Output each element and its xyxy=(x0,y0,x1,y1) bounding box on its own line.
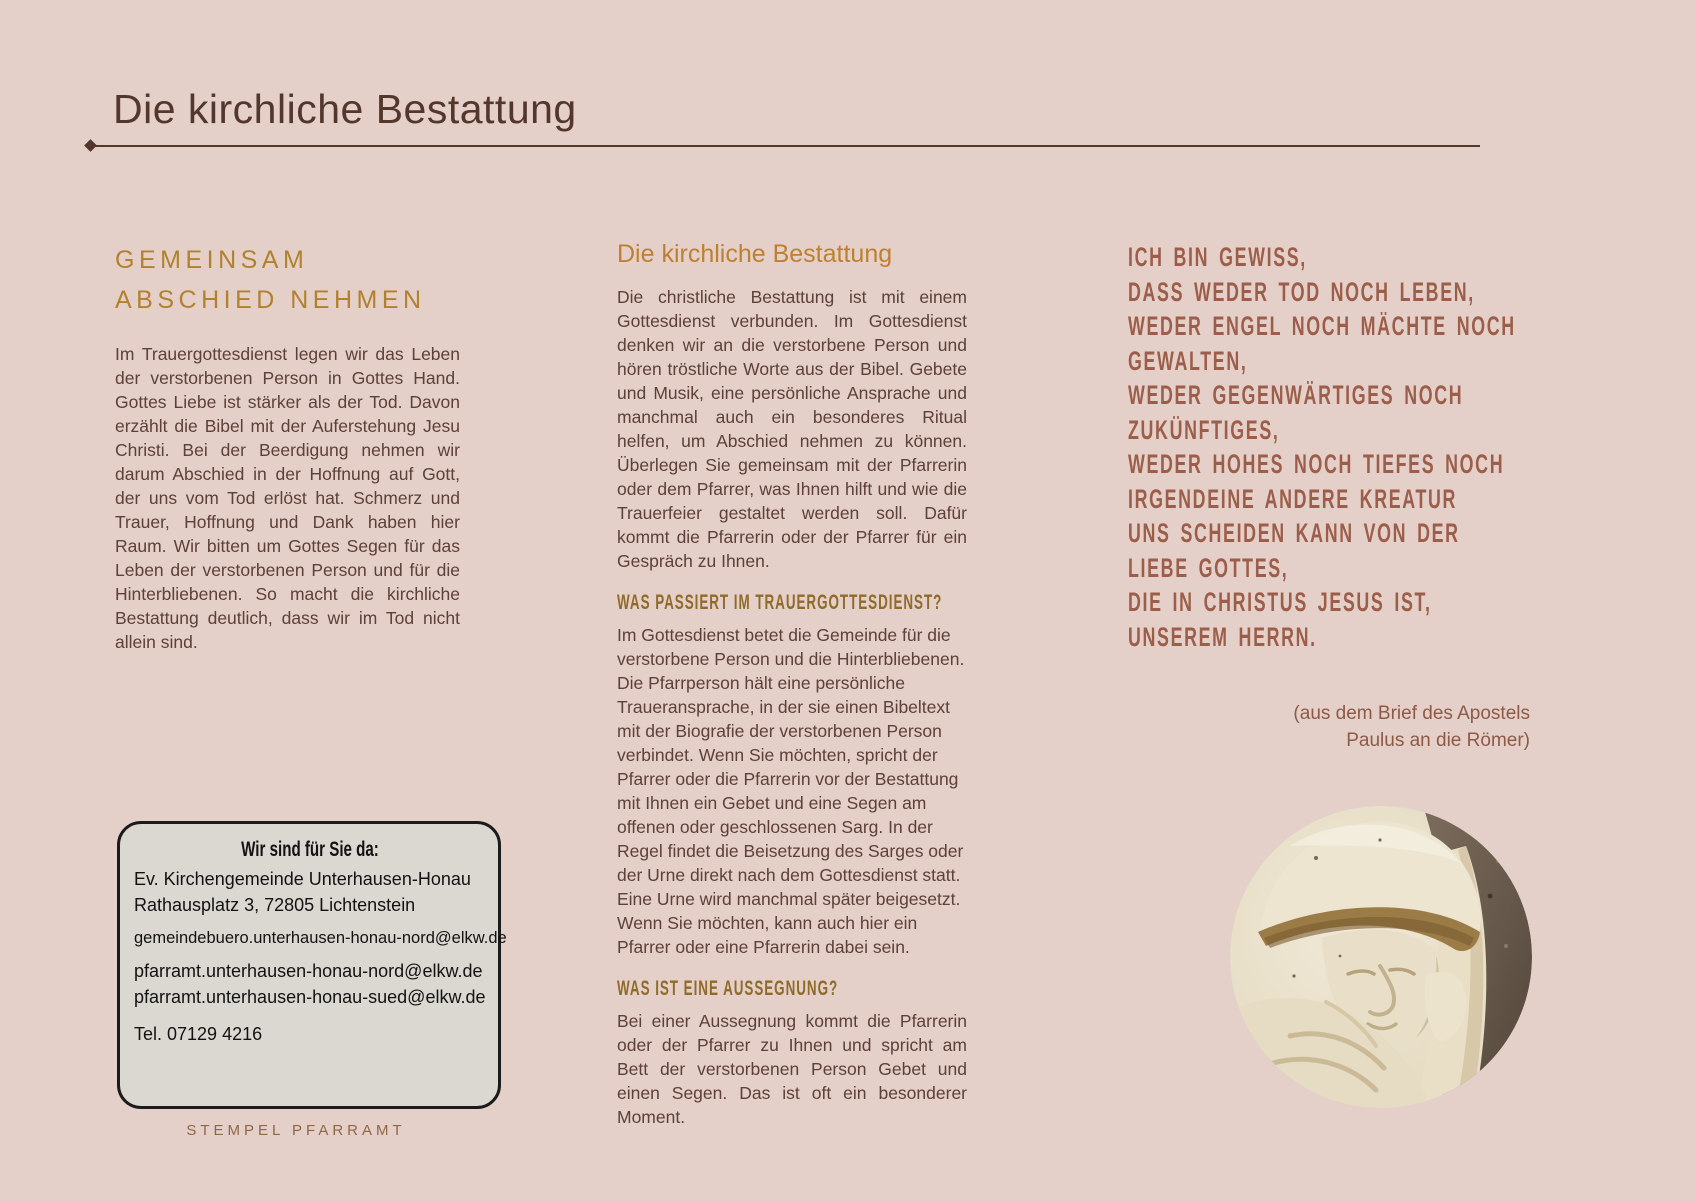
left-column xyxy=(115,240,460,654)
quote-line: DIE IN CHRISTUS JESUS IST, xyxy=(1128,587,1432,617)
quote-line: DASS WEDER TOD NOCH LEBEN, xyxy=(1128,276,1475,307)
middle-heading: Die kirchliche Bestattung xyxy=(617,240,893,268)
stamp-label: STEMPEL PFARRAMT xyxy=(186,1122,406,1139)
quote-line: UNS SCHEIDEN KANN VON DER xyxy=(1128,518,1460,548)
contact-line-email-office: gemeindebuero.unterhausen-honau-nord@elkw.de xyxy=(134,929,507,947)
rule-end-diamond-icon xyxy=(84,139,97,152)
left-heading-line1: GEMEINSAM xyxy=(115,246,309,274)
quote-attribution-line2: Paulus an die Römer) xyxy=(1346,730,1530,751)
contact-line-email-north: pfarramt.unterhausen-honau-nord@elkw.de xyxy=(134,961,483,981)
page-title: Die kirchliche Bestattung xyxy=(113,86,577,132)
quote-line: UNSEREM HERRN. xyxy=(1128,621,1317,652)
left-heading-line2: ABSCHIED NEHMEN xyxy=(115,286,426,314)
quote-line: GEWALTEN, xyxy=(1128,345,1248,376)
contact-line-phone: Tel. 07129 4216 xyxy=(134,1024,263,1044)
middle-paragraph-2: Im Gottesdienst betet die Gemeinde für die verstorbene Person und die Hinterbliebenen. Die Pfarrperson hält eine persönliche Traueransprache, in der sie einen Bibeltext mit der Biografie der verstorbenen Person verbindet. Wenn Sie möchten, spricht der Pfarrer oder die Pfarrerin vor der Bestattung mit Ihnen ein Gebet und eine Segen am offenen oder geschlossenen Sarg. In der Regel findet die Beisetzung des Sarges oder der Urne direkt nach dem Gottesdienst statt. Eine Urne wird manchmal später beigesetzt. Wenn Sie möchten, kann auch hier ein Pfarrer oder eine Pfarrerin dabei sein. xyxy=(617,625,965,957)
quote-line: WEDER HOHES NOCH TIEFES NOCH xyxy=(1128,449,1505,479)
contact-line-organisation: Ev. Kirchengemeinde Unterhausen-Honau xyxy=(134,869,471,889)
contact-line-email-south: pfarramt.unterhausen-honau-sued@elkw.de xyxy=(134,987,486,1007)
mourning-statue-illustration xyxy=(1230,806,1532,1108)
middle-paragraph-3: Bei einer Aussegnung kommt die Pfarrerin oder der Pfarrer zu Ihnen und spricht am Bett der verstorbenen Person Gebet und einen Segen. Das ist oft ein besonderer Moment. xyxy=(617,1011,967,1127)
contact-box xyxy=(117,821,507,1109)
quote-line: IRGENDEINE ANDERE KREATUR xyxy=(1128,483,1458,514)
contact-line-address: Rathausplatz 3, 72805 Lichtenstein xyxy=(134,895,416,915)
left-heading xyxy=(115,240,460,320)
quote-line: ZUKÜNFTIGES, xyxy=(1128,414,1280,445)
left-body-paragraph: Im Trauergottesdienst legen wir das Leben der verstorbenen Person in Gottes Hand. Gottes Liebe ist stärker als der Tod. Davon erzählt die Bibel mit der Auferstehung Jesu Christi. Bei der Beerdigung nehmen wir darum Abschied in der Hoffnung auf Gott, der uns vom Tod erlöst hat. Schmerz und Trauer, Hoffnung und Dank haben hier Raum. Wir bitten um Gottes Segen für das Leben der verstorbenen Person und für die Hinterbliebenen. So macht die kirchliche Bestattung deutlich, dass wir im Tod nicht allein sind. xyxy=(115,344,460,652)
quote-line: LIEBE GOTTES, xyxy=(1128,552,1289,583)
mourning-statue-photo xyxy=(1230,806,1532,1108)
quote-attribution-line1: (aus dem Brief des Apostels xyxy=(1293,703,1530,724)
quote-attribution xyxy=(1128,700,1530,754)
subheading-aussegnung: WAS IST EINE AUSSEGNUNG? xyxy=(617,977,839,1000)
title-rule xyxy=(92,145,1480,147)
contact-box-title: Wir sind für Sie da: xyxy=(241,838,379,861)
subheading-trauergottesdienst: WAS PASSIERT IM TRAUERGOTTESDIENST? xyxy=(617,591,943,614)
middle-column xyxy=(617,240,967,1135)
quote-line: WEDER GEGENWÄRTIGES NOCH xyxy=(1128,380,1464,410)
middle-paragraph-1: Die christliche Bestattung ist mit einem Gottesdienst verbunden. Im Gottesdienst denken wir an die verstorbene Person und hören tröstliche Worte aus der Bibel. Gebete und Musik, eine persönliche Ansprache und manchmal auch ein besonderes Ritual helfen, um Abschied nehmen zu können. Überlegen Sie gemeinsam mit der Pfarrerin oder dem Pfarrer, was Ihnen hilft und wie die Trauerfeier gestaltet werden soll. Dafür kommt die Pfarrerin oder der Pfarrer für ein Gespräch zu Ihnen. xyxy=(617,287,967,571)
right-column xyxy=(1128,240,1530,754)
quote-line: WEDER ENGEL NOCH MÄCHTE NOCH xyxy=(1128,311,1516,341)
quote-line: ICH BIN GEWISS, xyxy=(1128,242,1307,272)
